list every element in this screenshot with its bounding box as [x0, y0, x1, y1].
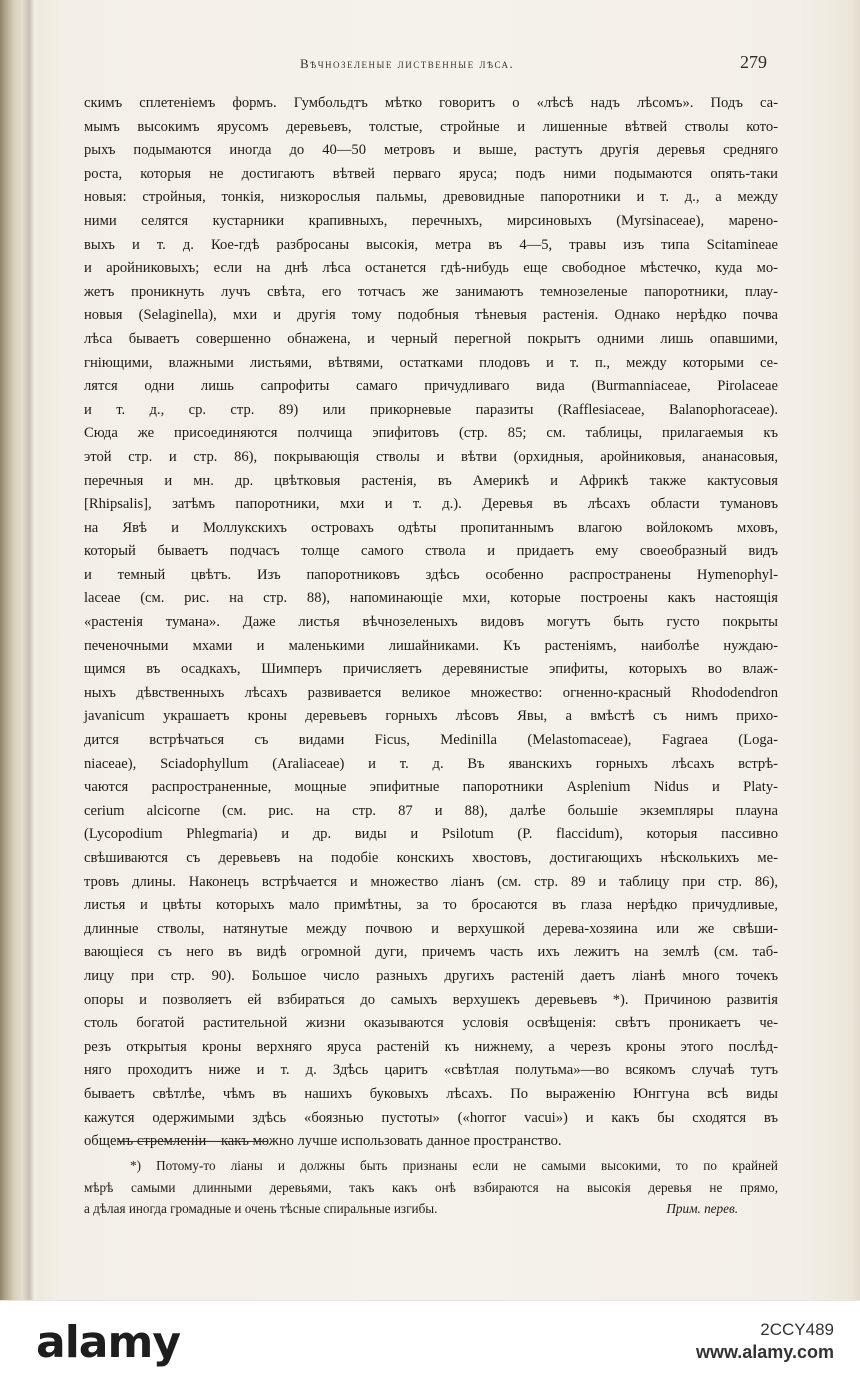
body-text-line: дится встрѣчаться съ видами Ficus, Medinilla (Melastomaceae), Fagraea (Loga- [84, 732, 778, 749]
body-text-line: новыя (Selaginella), мхи и другiя тому подобныя тѣневыя растенiя. Однако нерѣдко почва [84, 307, 778, 324]
footnote-line-last [84, 1198, 778, 1220]
running-title: Вѣчнозеленые лиственные лѣса. [300, 56, 515, 71]
body-text-line: лицу при стр. 90). Большое число разныхъ другихъ растенiй даетъ лiанѣ много точекъ [84, 967, 778, 984]
body-text-line: няго проходитъ ниже и т. д. Здѣсь царитъ «свѣтлая полутьма»—во всякомъ случаѣ тутъ [84, 1062, 778, 1079]
image-id: 2CCY489 [760, 1320, 834, 1339]
body-text-line: жетъ проникнуть лучъ свѣта, его тотчасъ же занимаютъ темнозеленые папоротники, плау- [84, 283, 778, 300]
body-text-line: laceae (см. рис. на стр. 88), напоминающiе мхи, которые построены какъ настоящiя [84, 590, 778, 607]
footnote-line: мѣрѣ самыми длинными деревьями, такъ какъ онѣ взбираются на высокiя деревья не прямо, [84, 1179, 778, 1195]
stock-watermark-bar [0, 1300, 860, 1391]
page-number: 279 [740, 52, 767, 72]
body-text-line: гнiющими, влажными листьями, вѣтвями, остатками плодовъ и т. п., между которыми се- [84, 354, 778, 371]
alamy-logo: alamy [36, 1317, 180, 1368]
footnote-rule [118, 1141, 268, 1142]
body-text-line: и аройниковыхъ; если на днѣ лѣса останется гдѣ-нибудь еще свободное мѣстечко, куда мо- [84, 260, 778, 277]
body-text-line: cerium alcicorne (см. рис. на стр. 87 и 88), далѣе большiе экземпляры плауна [84, 802, 778, 819]
body-text-line: мымъ высокимъ ярусомъ деревьевъ, толстые, стройные и лишенные вѣтвей стволы кото- [84, 118, 778, 135]
body-text-line: javanicum украшаетъ кроны деревьевъ горныхъ лѣсовъ Явы, а вмѣстѣ съ нимъ прихо- [84, 708, 778, 725]
site-url: www.alamy.com [695, 1342, 834, 1362]
body-text-line: этой стр. и стр. 86), покрывающiя стволы и вѣтви (орхидныя, аройниковыя, ананасовыя, [84, 448, 778, 465]
body-text [84, 92, 778, 1154]
body-text-line: резъ открытыя кроны верхняго яруса растенiй къ нижнему, а черезъ кроны этого послѣд- [84, 1038, 778, 1055]
body-text-line: «растенiя тумана». Даже листья вѣчнозеленыхъ видовъ могутъ быть густо покрыты [84, 614, 778, 631]
body-text-line: общемъ стремленiи—какъ можно лучше использовать данное пространство. [84, 1133, 562, 1150]
footnote [84, 1155, 778, 1220]
body-text-line: вающiеся съ него въ видѣ огромной дуги, причемъ часть ихъ лежитъ на землѣ (см. таб- [84, 944, 778, 961]
body-text-line: ними селятся кустарники крапивныхъ, перечныхъ, мирсиновыхъ (Myrsinaceae), марено- [84, 212, 778, 229]
body-text-line: печеночными мхами и маленькими лишайниками. Къ растенiямъ, наиболѣе нуждаю- [84, 637, 778, 654]
page-fold-shadow [22, 0, 40, 1300]
body-text-line: листья и цвѣты которыхъ мало примѣтны, за то бросаются въ глаза нерѣдко причудливые, [84, 897, 778, 914]
body-text-line: длинные стволы, натянутые между почвою и верхушкой дерева-хозяина или же свѣши- [84, 920, 778, 937]
body-text-line: новыя: стройныя, тонкiя, низкорослыя пальмы, древовидные папоротники и т. д., а между [84, 189, 778, 206]
body-text-line: щимся въ осадкахъ, Шимперъ причисляетъ деревянистые эпифиты, которыхъ во влаж- [84, 661, 778, 678]
body-text-line: и т. д., ср. стр. 89) или прикорневые паразиты (Rafflesiaceae, Balanophoraceae). [84, 401, 778, 418]
body-text-line: свѣшиваются съ деревьевъ на подобiе конскихъ хвостовъ, достигающихъ нѣсколькихъ ме- [84, 850, 778, 866]
footnote-line: *) Потому-то лiаны и должны быть признаны если не самыми высокими, то по крайней [130, 1158, 778, 1173]
translator-note-signature: Прим. перев. [666, 1201, 738, 1216]
body-text-line: скимъ сплетенiемъ формъ. Гумбольдтъ мѣтко говоритъ о «лѣсѣ надъ лѣсомъ». Подъ са- [84, 95, 778, 111]
body-text-line: перечныя и мн. др. цвѣтковыя растенiя, въ Америкѣ и Африкѣ также кактусовыя [84, 472, 778, 489]
body-text-line: чаются распространенные, мощные эпифитные папоротники Asplenium Nidus и Platy- [84, 779, 778, 796]
body-text-line: Сюда же присоединяются полчища эпифитовъ (стр. 85; см. таблицы, прилагаемыя къ [84, 425, 778, 442]
body-text-line: лѣса бываетъ совершенно обнажена, и черный перегной покрытъ одними лишь опавшими, [84, 330, 778, 347]
footnote-line-text: а дѣлая иногда громадные и очень тѣсные спиральные изгибы. [84, 1201, 438, 1216]
image-id-block [696, 1319, 834, 1363]
body-text-line: бываетъ свѣтлѣе, чѣмъ въ нашихъ буковыхъ лѣсахъ. По выраженiю Юнггуна всѣ виды [84, 1085, 778, 1102]
body-text-line: выхъ и т. д. Кое-гдѣ разбросаны высокiя, метра въ 4—5, травы изъ типа Scitamineae [84, 236, 778, 253]
body-text-line: кажутся одержимыми здѣсь «боязнью пустоты» («horror vacui») и какъ бы сходятся въ [84, 1109, 778, 1126]
running-header [0, 50, 860, 80]
body-text-line: столь богатой растительной жизни оказываются условiя освѣщенiя: свѣтъ проникаетъ че- [84, 1015, 778, 1032]
body-text-line: (Lycopodium Phlegmaria) и др. виды и Psilotum (P. flaccidum), которыя пассивно [84, 826, 778, 843]
body-text-line: [Rhipsalis], затѣмъ папоротники, мхи и т. д.). Деревья въ лѣсахъ области тумановъ [84, 496, 778, 513]
body-text-line: на Явѣ и Моллукскихъ островахъ одѣты пропитаннымъ влагою войлокомъ мховъ, [84, 519, 778, 536]
body-text-line: niaceae), Sciadophyllum (Araliaceae) и т. д. Въ яванскихъ горныхъ лѣсахъ встрѣ- [84, 755, 778, 772]
body-text-line: тровъ длины. Наконецъ встрѣчается и множество лiанъ (см. стр. 89 и таблицу при стр. 86), [84, 873, 778, 890]
body-text-line: роста, которыя не достигаютъ вѣтвей перваго яруса; подъ ними подымаются опять-таки [84, 165, 778, 182]
body-text-line: рыхъ подымаются иногда до 40—50 метровъ и выше, растутъ другiя деревья средняго [84, 142, 778, 159]
body-text-line: лятся одни лишь сапрофиты самаго причудливаго вида (Burmanniaceae, Pirolaceae [84, 378, 778, 395]
body-text-line: опоры и позволяетъ ей взбираться до самыхъ верхушекъ деревьевъ *). Причиною развитiя [84, 991, 778, 1008]
body-text-line: ныхъ дѣвственныхъ лѣсахъ развивается великое множество: огненно-красный Rhododendron [84, 684, 778, 701]
body-text-line: и темный цвѣтъ. Изъ папоротниковъ здѣсь особенно распространены Hymenophyl- [84, 566, 778, 583]
body-text-line: который бываетъ подчасъ толще самого ствола и придаетъ ему своеобразный видъ [84, 543, 778, 560]
